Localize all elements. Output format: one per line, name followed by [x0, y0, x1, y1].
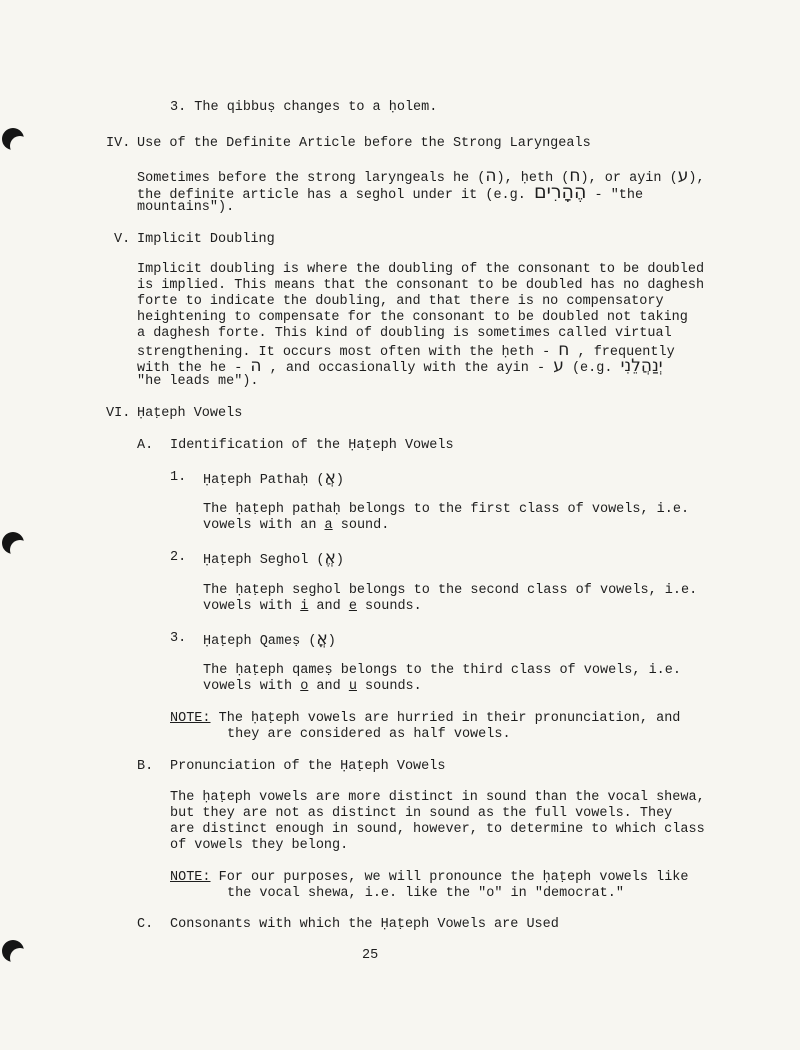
hebrew-example-he-leads-me: יְנַהֲלֵנִי — [620, 356, 663, 376]
he-letter: ה — [250, 356, 262, 376]
section-v-numeral: V. — [114, 232, 131, 247]
item-1-desc-1: The ḥaṭeph pathaḥ belongs to the first class of vowels, i.e. — [203, 502, 690, 517]
note-b-line-2: the vocal shewa, i.e. like the "o" in "democrat." — [227, 886, 624, 901]
item-3-desc-1: The ḥaṭeph qameṣ belongs to the third class of vowels, i.e. — [203, 663, 681, 678]
section-v-line-5: a daghesh forte. This kind of doubling is sometimes called virtual — [137, 326, 672, 341]
section-v-line-2: is implied. This means that the consonant to be doubled has no daghesh — [137, 278, 705, 293]
subsection-a-heading: Identification of the Ḥaṭeph Vowels — [170, 438, 454, 453]
note-label: NOTE: — [170, 870, 211, 885]
item-1-desc-2: vowels with an a sound. — [203, 518, 390, 533]
subsection-b-line-3: are distinct enough in sound, however, to determine to which class — [170, 822, 705, 837]
section-v-line-1: Implicit doubling is where the doubling of the consonant to be doubled — [137, 262, 705, 277]
item-2-desc-2: vowels with i and e sounds. — [203, 599, 422, 614]
section-iv-line-2: the definite article has a seghol under it (e.g. הֶהָרִים - "the — [137, 181, 644, 203]
subsection-b-heading: Pronunciation of the Ḥaṭeph Vowels — [170, 759, 446, 774]
punch-hole-top — [2, 128, 24, 150]
hateph-qames-glyph: אֳ — [316, 629, 328, 649]
subsection-c-label: C. — [137, 917, 154, 932]
item-1-title: Ḥaṭeph Pathaḥ (אֲ) — [203, 468, 345, 488]
item-3-title: Ḥaṭeph Qameṣ (אֳ) — [203, 629, 336, 649]
item-1-label: 1. — [170, 470, 187, 485]
heth-letter: ח — [558, 340, 570, 360]
punch-hole-middle — [2, 532, 24, 554]
item-3-label: 3. — [170, 631, 187, 646]
subsection-a-label: A. — [137, 438, 154, 453]
note-b-line-1: NOTE: For our purposes, we will pronounce the ḥaṭeph vowels like — [170, 870, 689, 885]
hebrew-example-mountains: הֶהָרִים — [533, 181, 587, 203]
section-vi-numeral: VI. — [106, 406, 131, 421]
item-2-desc-1: The ḥaṭeph seghol belongs to the second class of vowels, i.e. — [203, 583, 698, 598]
section-iv-numeral: IV. — [106, 136, 131, 151]
ayin-letter: ע — [677, 166, 689, 186]
subsection-b-line-4: of vowels they belong. — [170, 838, 349, 853]
note-a-line-1: NOTE: The ḥaṭeph vowels are hurried in their pronunciation, and — [170, 711, 681, 726]
section-iv-line-3: mountains"). — [137, 200, 235, 215]
item-qibbus: 3. The qibbuṣ changes to a ḥolem. — [170, 100, 438, 115]
he-letter: ה — [485, 166, 497, 186]
item-2-title: Ḥaṭeph Seghol (אֱ) — [203, 548, 345, 568]
item-3-desc-2: vowels with o and u sounds. — [203, 679, 422, 694]
section-v-line-7: with the he - ה , and occasionally with the ayin - ע (e.g. יְנַהֲלֵנִי — [137, 356, 663, 376]
section-iv-line-1: Sometimes before the strong laryngeals he (ה), ḥeth (ח), or ayin (ע), — [137, 166, 705, 186]
subsection-b-label: B. — [137, 759, 154, 774]
section-v-line-8: "he leads me"). — [137, 374, 259, 389]
section-v-heading: Implicit Doubling — [137, 232, 275, 247]
section-vi-heading: Ḥaṭeph Vowels — [137, 406, 243, 421]
hateph-pathah-glyph: אֲ — [324, 468, 336, 488]
section-v-line-3: forte to indicate the doubling, and that there is no compensatory — [137, 294, 664, 309]
subsection-c-heading: Consonants with which the Ḥaṭeph Vowels are Used — [170, 917, 559, 932]
item-2-label: 2. — [170, 550, 187, 565]
punch-hole-bottom — [2, 940, 24, 962]
hateph-seghol-glyph: אֱ — [324, 548, 336, 568]
note-a-line-2: they are considered as half vowels. — [227, 727, 511, 742]
section-v-line-6: strengthening. It occurs most often with the ḥeth - ח , frequently — [137, 340, 675, 360]
note-label: NOTE: — [170, 711, 211, 726]
heth-letter: ח — [569, 166, 581, 186]
subsection-b-line-2: but they are not as distinct in sound as the full vowels. They — [170, 806, 673, 821]
section-v-line-4: heightening to compensate for the consonant to be doubled not taking — [137, 310, 688, 325]
ayin-letter: ע — [553, 356, 564, 376]
page-number: 25 — [362, 948, 379, 963]
subsection-b-line-1: The ḥaṭeph vowels are more distinct in sound than the vocal shewa, — [170, 790, 705, 805]
section-iv-heading: Use of the Definite Article before the Strong Laryngeals — [137, 136, 591, 151]
